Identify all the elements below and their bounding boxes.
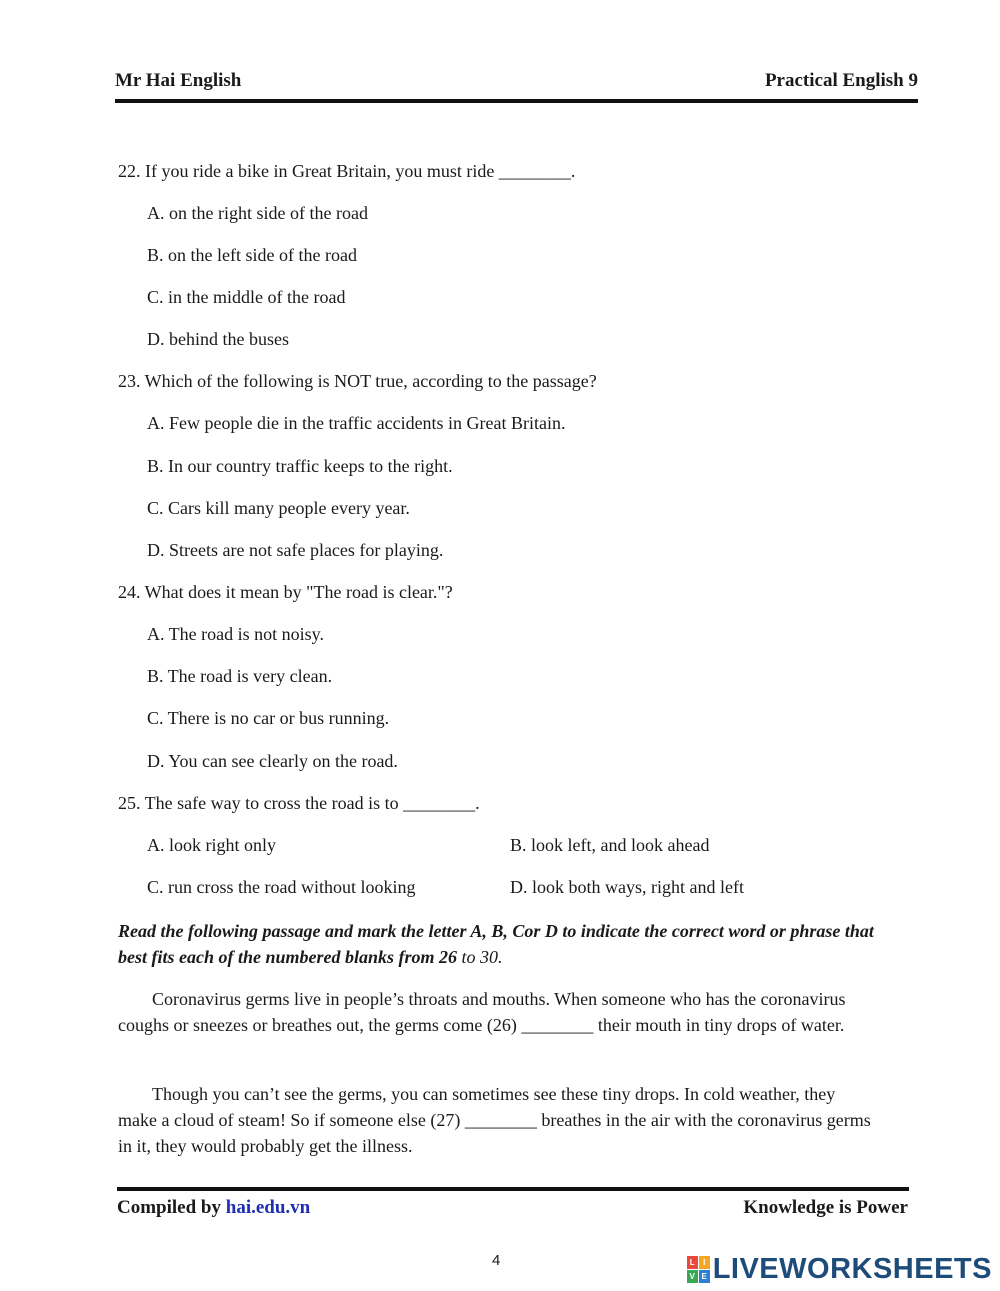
question-22-option-d: D. behind the buses: [147, 329, 289, 349]
question-22-stem: 22. If you ride a bike in Great Britain, you must ride ________.: [118, 161, 576, 181]
logo-tile-v: V: [687, 1270, 698, 1283]
logo-tile-e: E: [699, 1270, 710, 1283]
passage-paragraph-2: Though you can’t see the germs, you can sometimes see these tiny drops. In cold weather, they make a cloud of steam! So if someone else (27) ________ breathes in the air with the coronavirus germs in it, they would probably get the illness.: [118, 1084, 871, 1156]
question-24-stem: 24. What does it mean by "The road is clear."?: [118, 582, 453, 602]
instruction-bold: Read the following passage and mark the letter A, B, Cor D to indicate the correct word or phrase that best fits each of the numbered blanks from 26: [118, 921, 874, 967]
question-22-option-c: C. in the middle of the road: [147, 287, 346, 307]
question-23-option-d: D. Streets are not safe places for playing.: [147, 540, 444, 560]
question-24-option-b: B. The road is very clean.: [147, 666, 333, 686]
footer-compiled-label: Compiled by: [117, 1197, 226, 1218]
footer-credit: [117, 1197, 310, 1219]
question-25-stem: 25. The safe way to cross the road is to ________.: [118, 793, 480, 813]
page-header: [115, 70, 918, 102]
question-23-option-c: C. Cars kill many people every year.: [147, 498, 410, 518]
header-author: Mr Hai English: [115, 70, 242, 91]
footer-divider: [117, 1187, 909, 1191]
footer-site-link[interactable]: hai.edu.vn: [225, 1197, 311, 1218]
question-24-option-a: A. The road is not noisy.: [147, 624, 324, 644]
passage-paragraph-1: Coronavirus germs live in people’s throats and mouths. When someone who has the coronavirus coughs or sneezes or breathes out, the germs come (26) ________ their mouth in tiny drops of water.: [118, 989, 846, 1035]
logo-tile-l: L: [687, 1256, 698, 1269]
header-divider: [115, 99, 918, 103]
question-22-option-b: B. on the left side of the road: [147, 245, 357, 265]
question-25-option-d: D. look both ways, right and left: [510, 877, 744, 897]
question-23-option-a: A. Few people die in the traffic accidents in Great Britain.: [147, 413, 566, 433]
header-book-title: Practical English 9: [764, 70, 918, 91]
question-25-option-c: C. run cross the road without looking: [147, 877, 416, 897]
page-number: 4: [492, 1252, 501, 1269]
question-23-option-b: B. In our country traffic keeps to the right.: [147, 456, 453, 476]
logo-tile-i: I: [699, 1256, 710, 1269]
footer-motto: Knowledge is Power: [743, 1197, 908, 1218]
question-25-option-a: A. look right only: [147, 835, 276, 855]
section-instruction: [118, 918, 878, 970]
question-24-option-c: C. There is no car or bus running.: [147, 708, 390, 728]
question-24-option-d: D. You can see clearly on the road.: [147, 751, 398, 771]
instruction-tail: to 30.: [457, 947, 503, 967]
liveworksheets-logo-icon: [687, 1256, 709, 1282]
question-23-stem: 23. Which of the following is NOT true, according to the passage?: [118, 371, 597, 391]
question-25-option-b: B. look left, and look ahead: [510, 835, 710, 855]
liveworksheets-wordmark: LIVEWORKSHEETS: [712, 1252, 992, 1285]
liveworksheets-watermark: [687, 1252, 992, 1286]
question-22-option-a: A. on the right side of the road: [147, 203, 368, 223]
